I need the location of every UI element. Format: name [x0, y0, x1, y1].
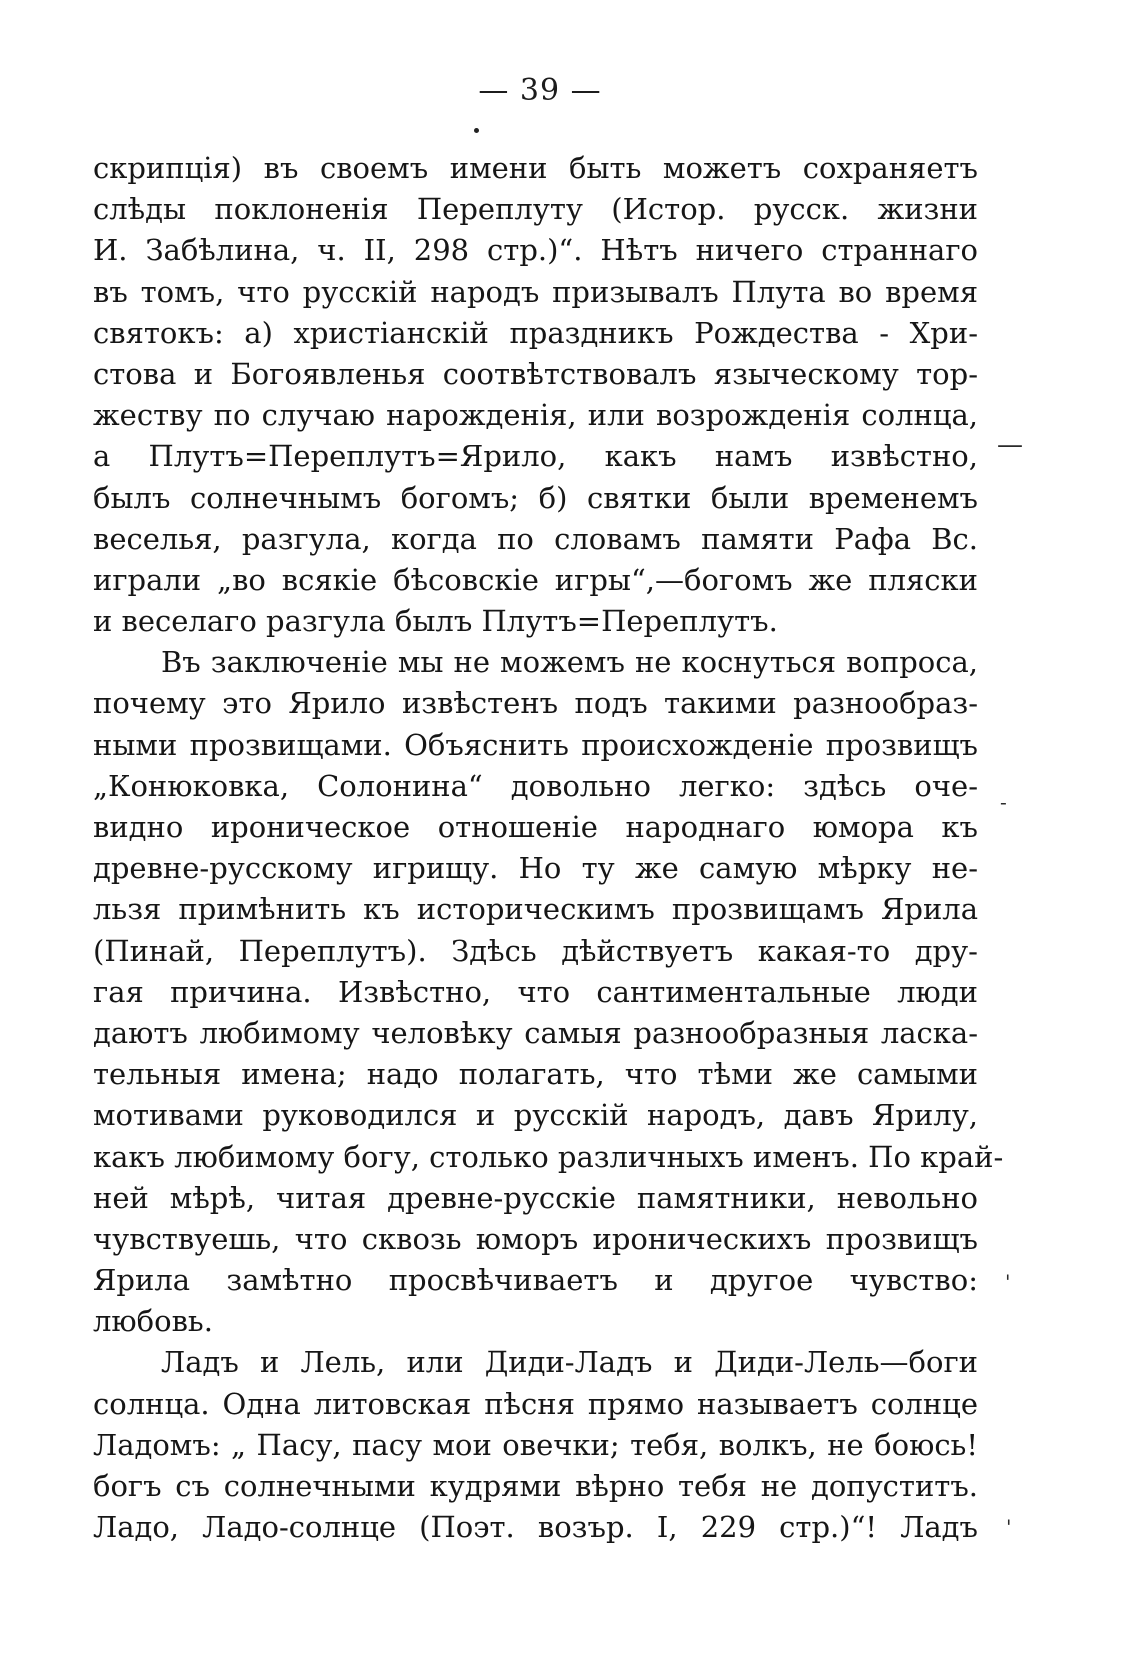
page-number: — 39 —: [478, 73, 602, 108]
text-line: чувствуешь, что сквозь юморъ ироническихъ прозвищъ: [93, 1221, 978, 1256]
text-line: ными прозвищами. Объяснить происхожденіе прозвищъ: [93, 727, 978, 762]
margin-mark: ': [1006, 1515, 1012, 1539]
text-line: любовь.: [93, 1304, 213, 1339]
text-line: мотивами руководился и русскій народъ, давъ Ярилу,: [93, 1098, 978, 1133]
text-line: Ярила замѣтно просвѣчиваетъ и другое чувство:: [93, 1263, 978, 1298]
text-line: видно ироническое отношеніе народнаго юмора къ: [93, 810, 978, 844]
text-line: тельныя имена; надо полагать, что тѣми же самыми: [93, 1057, 978, 1092]
text-line: (Пинай, Переплутъ). Здѣсь дѣйствуетъ какая-то дру-: [93, 933, 978, 968]
text-line: даютъ любимому человѣку самыя разнообразныя ласка-: [93, 1015, 978, 1050]
text-line: Въ заключеніе мы не можемъ не коснуться вопроса,: [161, 645, 978, 680]
print-speck: [474, 128, 479, 133]
margin-mark: —: [997, 430, 1023, 460]
text-line: скрипція) въ своемъ имени быть можетъ сохраняетъ: [93, 151, 978, 185]
text-line: въ томъ, что русскій народъ призывалъ Плута во время: [93, 274, 978, 309]
text-line: И. Забѣлина, ч. II, 298 стр.)“. Нѣтъ ничего страннаго: [93, 233, 978, 268]
text-line: слѣды поклоненія Переплуту (Истор. русск. жизни: [93, 192, 978, 227]
text-line: почему это Ярило извѣстенъ подъ такими разнообраз-: [93, 686, 978, 721]
text-line: веселья, разгула, когда по словамъ памяти Рафа Вс.: [93, 521, 978, 556]
text-line: ней мѣрѣ, читая древне-русскіе памятники, невольно: [93, 1180, 978, 1215]
text-line: какъ любимому богу, столько различныхъ именъ. По край-: [93, 1139, 1004, 1174]
text-line: играли „во всякіе бѣсовскіе игры“,—богомъ же пляски: [93, 562, 978, 597]
text-line: былъ солнечнымъ богомъ; б) святки были временемъ: [93, 480, 978, 515]
text-line: богъ съ солнечными кудрями вѣрно тебя не допуститъ.: [93, 1469, 978, 1503]
text-line: святокъ: а) христіанскій праздникъ Рождества - Хри-: [93, 315, 978, 350]
text-line: гая причина. Извѣстно, что сантиментальные люди: [93, 974, 978, 1009]
text-line: а Плутъ=Переплутъ=Ярило, какъ намъ извѣстно,: [93, 439, 978, 474]
text-line: и веселаго разгула былъ Плутъ=Переплутъ.: [93, 604, 778, 639]
text-line: Ладъ и Лель, или Диди-Ладъ и Диди-Лель—боги: [161, 1345, 978, 1380]
text-line: Ладо, Ладо-солнце (Поэт. возър. I, 229 стр.)“! Ладъ: [93, 1510, 978, 1545]
text-line: солнца. Одна литовская пѣсня прямо называетъ солнце: [93, 1386, 978, 1421]
margin-mark: ': [1005, 1270, 1011, 1294]
body-text: [93, 148, 1004, 1548]
text-line: древне-русскому игрищу. Но ту же самую мѣрку не-: [93, 851, 978, 886]
text-line: льзя примѣнить къ историческимъ прозвищамъ Ярила: [93, 892, 978, 927]
text-line: жеству по случаю нарожденія, или возрожденія солнца,: [93, 398, 978, 433]
text-line: стова и Богоявленья соотвѣтствовалъ языческому тор-: [93, 356, 978, 391]
text-line: Ладомъ: „ Пасу, пасу мои овечки; тебя, волкъ, не боюсь!: [93, 1427, 978, 1462]
text-line: „Конюковка, Солонина“ довольно легко: здѣсь оче-: [93, 768, 978, 803]
margin-mark: -: [1000, 790, 1007, 814]
